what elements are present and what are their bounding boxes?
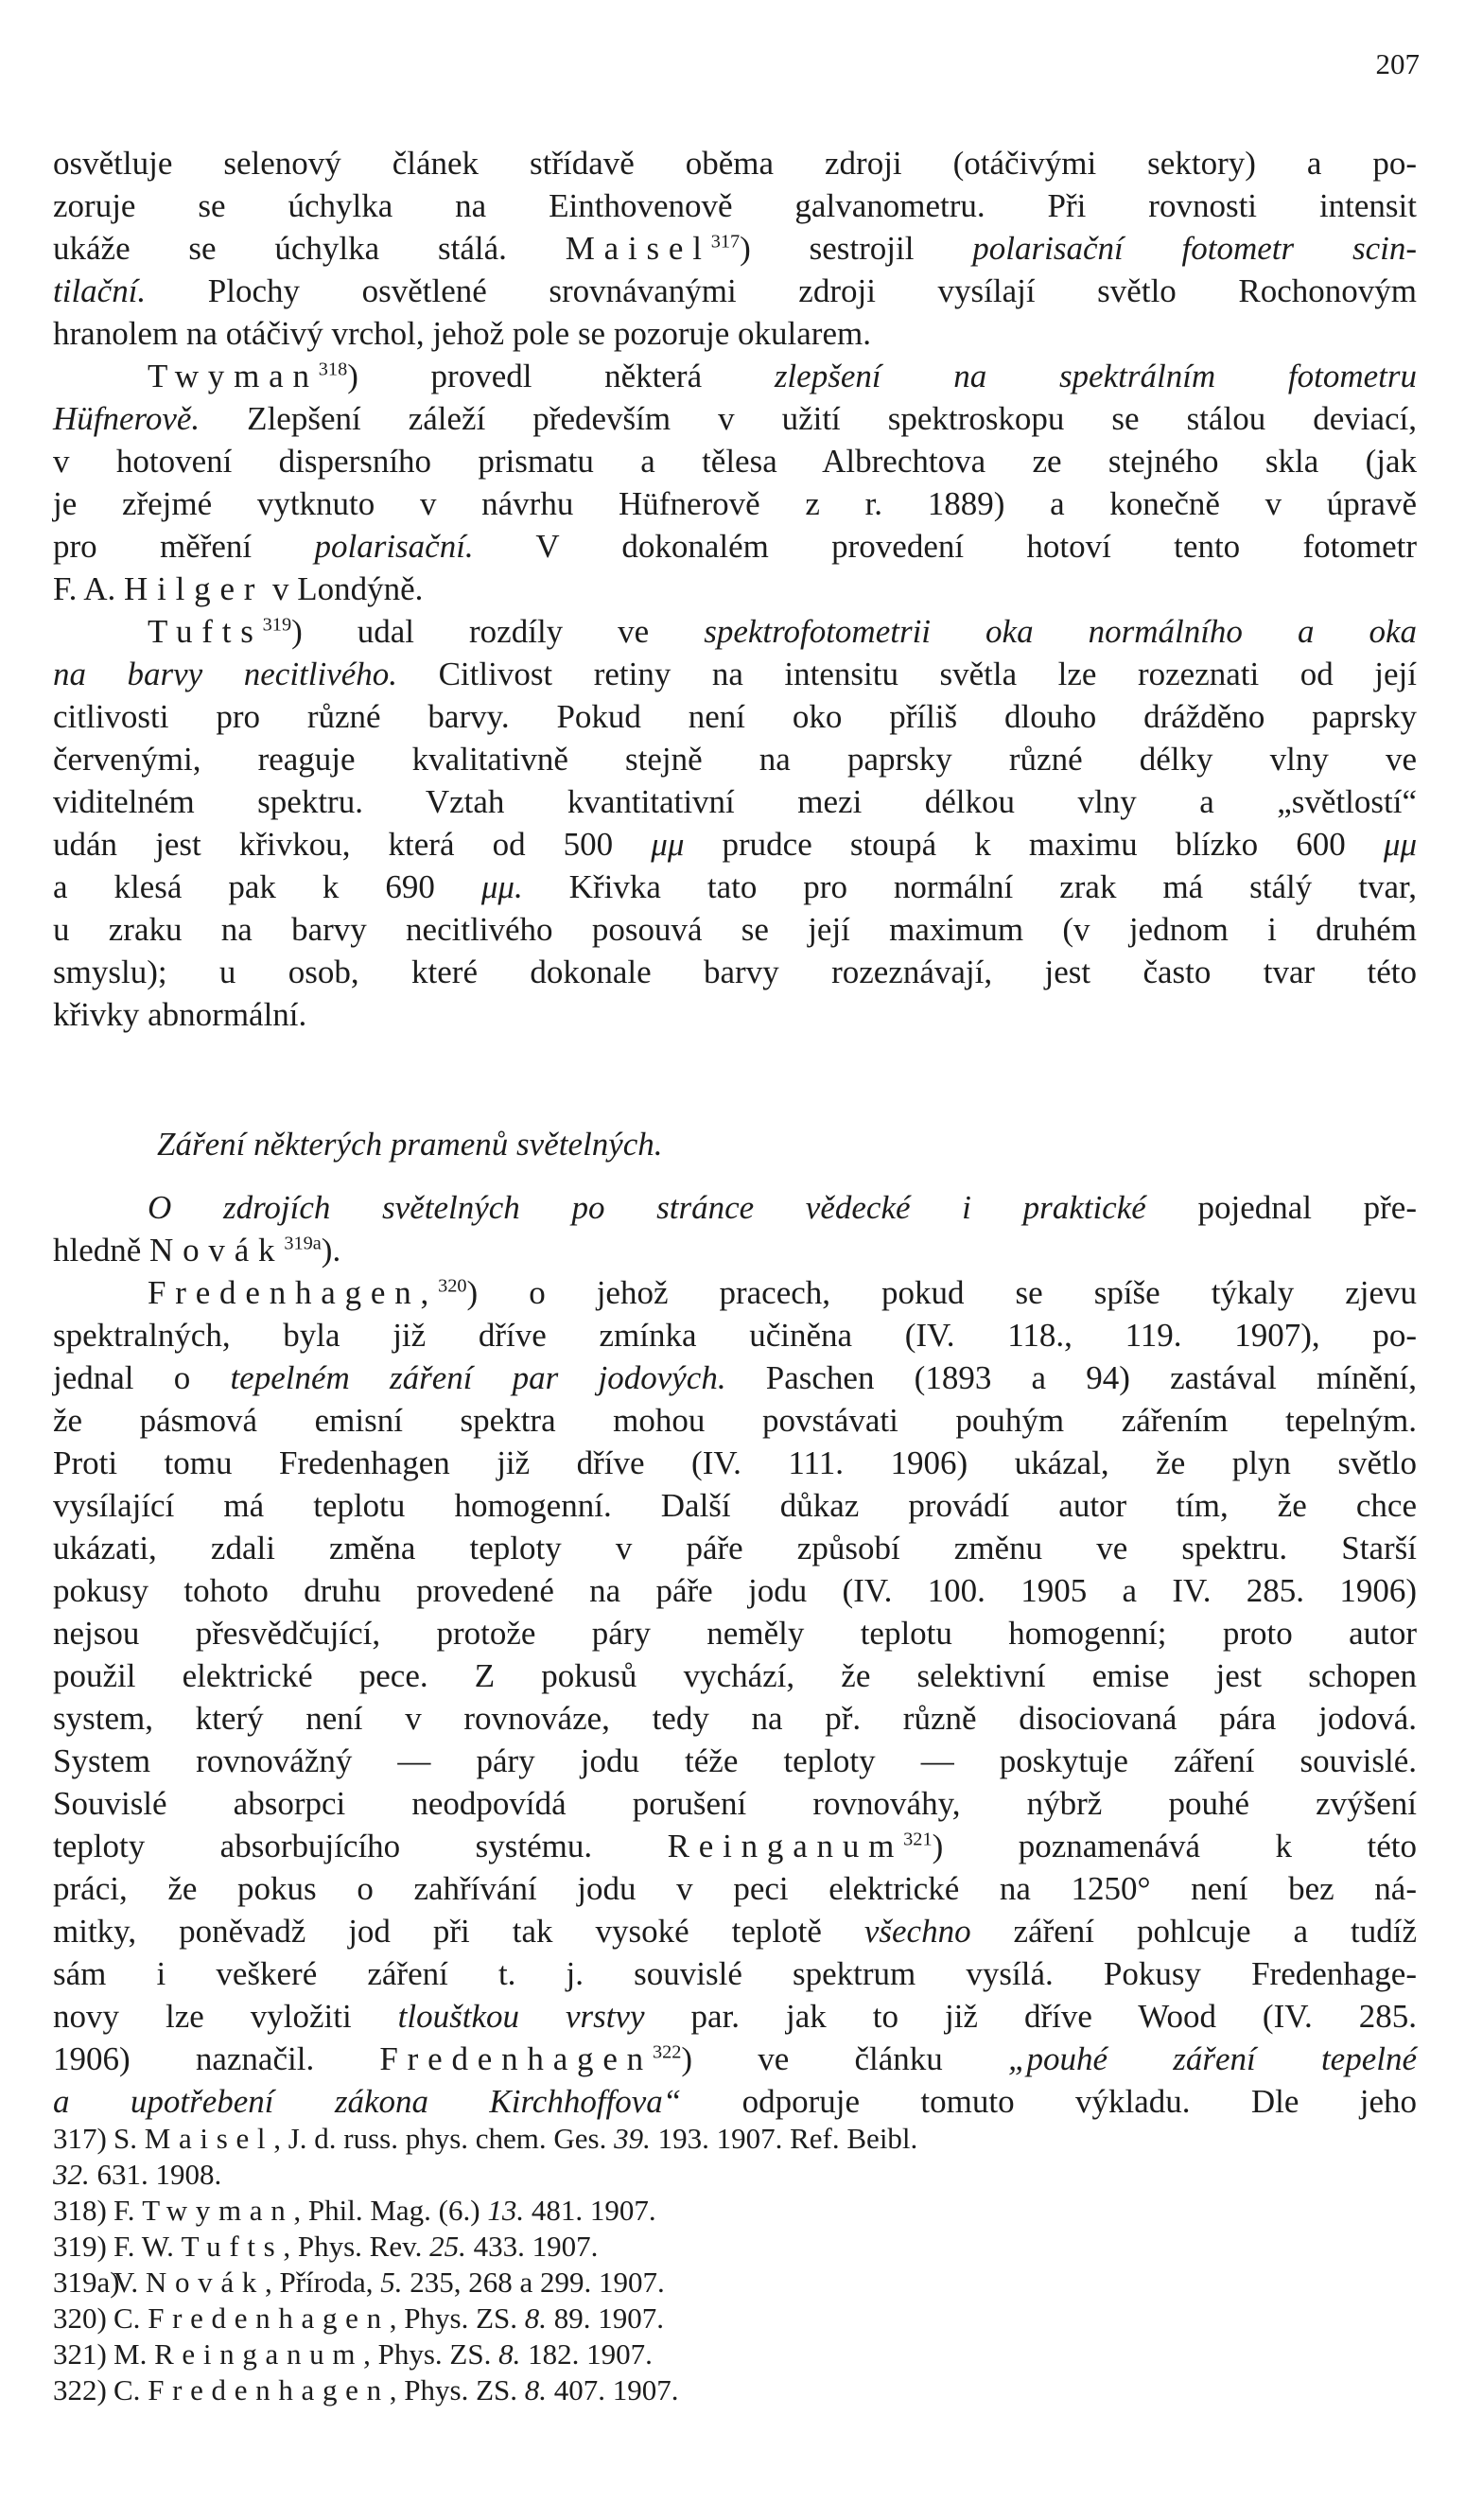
footnote-mark: 320) [53,2301,107,2335]
italic-text: tilační. [53,272,147,309]
text-line: tilační. Plochy osvětlené srovnávanými zdroji vysílají světlo Rochonovým [53,272,1417,309]
spaced-name: Reinganum [154,2337,364,2371]
footnote: 321) M. Reinganum, Phys. ZS. 8. 182. 1907. [53,2337,653,2371]
text-line: jednal o tepelném záření par jodových. Paschen (1893 a 94) zastával mínění, [53,1359,1417,1396]
italic-text: 32. [53,2158,90,2191]
italic-text: 25. [429,2230,466,2263]
footnotes [53,2121,1417,2408]
text-line: ukázati, zdali změna teploty v páře způsobí změnu ve spektru. Starší [53,1530,1417,1566]
spaced-name: Fredenhagen [379,2040,653,2077]
italic-text: Záření některých pramenů světelných. [157,1126,663,1163]
footnote-ref: 321 [903,1829,933,1850]
spaced-name: Twyman [148,358,319,394]
section-spacer [53,1036,1417,1123]
spaced-name: Fredenhagen [148,2301,390,2335]
italic-text: 13. [487,2194,525,2227]
text-line: že pásmová emisní spektra mohou povstávati pouhým zářením tepelným. [53,1402,1417,1439]
italic-text: 8. [498,2337,521,2371]
text-line: v hotovení dispersního prismatu a tělesa Albrechtova ze stejného skla (jak [53,443,1417,480]
footnote: 318) F. Twyman, Phil. Mag. (6.) 13. 481. 1907. [53,2194,656,2227]
spaced-name: Novák [149,1232,285,1269]
italic-text: polarisační fotometr scin- [972,230,1417,267]
text-line: F. A. Hilger v Londýně. [53,570,424,607]
footnote-mark: 319a) [53,2266,120,2299]
spaced-name: Fredenhagen, [148,1274,439,1311]
italic-text: spektrofotometrii oka normálního a oka [704,613,1417,650]
italic-text: O zdrojích světelných po stránce vědecké i praktické [148,1189,1146,1226]
text-line: Souvislé absorpci neodpovídá porušení rovnováhy, nýbrž pouhé zvýšení [53,1785,1417,1822]
text-line: hranolem na otáčivý vrchol, jehož pole se pozoruje okularem. [53,315,871,352]
text-line: sám i veškeré záření t. j. souvislé spektrum vysílá. Pokusy Fredenhage- [53,1955,1417,1992]
footnote: 319) F. W. Tufts, Phys. Rev. 25. 433. 1907. [53,2230,599,2263]
italic-text: 5. [380,2266,403,2299]
text-line: červenými, reaguje kvalitativně stejně na paprsky různé délky vlny ve [53,741,1417,778]
spaced-name: Maisel [144,2122,274,2155]
text-line: zoruje se úchylka na Einthovenově galvanometru. Při rovnosti intensit [53,187,1417,224]
spaced-name: Twyman [142,2194,294,2227]
footnote-mark: 317) [53,2122,107,2155]
footnote-mark: 319) [53,2230,107,2263]
italic-text: všechno [863,1913,971,1950]
spaced-name: Tufts [181,2230,284,2263]
italic-text: 8. [524,2373,548,2406]
italic-text: zlepšení na spektrálním fotometru [774,358,1417,394]
spaced-name: Maisel [565,230,711,267]
text-line: Hüfnerově. Zlepšení záleží především v užití spektroskopu se stálou deviací, [53,400,1417,437]
spaced-name: Novák [145,2266,265,2299]
text-line: mitky, poněvadž jod při tak vysoké teplotě všechno záření pohlcuje a tudíž [53,1913,1417,1950]
page-number: 207 [1375,47,1420,80]
footnote-ref: 320 [438,1275,467,1297]
italic-text: na barvy necitlivého. [53,656,398,692]
footnote: 320) C. Fredenhagen, Phys. ZS. 8. 89. 1907. [53,2301,665,2335]
italic-text: tepelném záření par jodových. [230,1359,726,1396]
text-line: práci, že pokus o zahřívání jodu v peci elektrické na 1250° není bez ná- [53,1870,1417,1907]
text-line: u zraku na barvy necitlivého posouvá se její maximum (v jednom i druhém [53,911,1417,948]
text-line: nejsou přesvědčující, protože páry neměly teplotu homogenní; proto autor [53,1615,1417,1652]
text-line: udán jest křivkou, která od 500 μμ prudce stoupá k maximu blízko 600 μμ [53,826,1418,863]
text-line: pro měření polarisační. V dokonalém provedení hotoví tento fotometr [53,528,1417,565]
section-spacer [53,1165,1417,1186]
italic-text: μμ. [480,868,523,905]
text-line: vysílající má teplotu homogenní. Další důkaz provádí autor tím, že chce [53,1487,1417,1524]
text-line: pokusy tohoto druhu provedené na páře jodu (IV. 100. 1905 a IV. 285. 1906) [53,1572,1417,1609]
text-line: system, který není v rovnováze, tedy na př. různě disociovaná pára jodová. [53,1700,1417,1737]
italic-text: polarisační. [314,528,474,565]
text-line: smyslu); u osob, které dokonale barvy rozeznávají, jest často tvar této [53,954,1417,990]
text-line: System rovnovážný — páry jodu téže teploty — poskytuje záření souvislé. [53,1742,1417,1779]
footnote-ref: 319 [262,614,292,636]
italic-text: 8. [524,2301,548,2335]
text-line: je zřejmé vytknuto v návrhu Hüfnerově z r. 1889) a konečně v úpravě [53,485,1417,522]
text-line: ukáže se úchylka stálá. Maisel$^{317}$) sestrojil polarisační fotometr scin- [53,230,1417,267]
footnote: 322) C. Fredenhagen, Phys. ZS. 8. 407. 1907. [53,2373,679,2406]
text-line: teploty absorbujícího systému. Reinganum$^{321}$) poznamenává k této [53,1828,1417,1864]
body-text [53,142,1417,2123]
italic-text: μμ [651,826,685,863]
text-line: spektralných, byla již dříve zmínka učiněna (IV. 118., 119. 1907), po- [53,1317,1417,1354]
italic-text: 39. [614,2122,651,2155]
spaced-name: Reinganum [667,1828,904,1864]
text-line: Proti tomu Fredenhagen již dříve (IV. 111. 1906) ukázal, že plyn světlo [53,1444,1417,1481]
footnote: 319a)V. Novák, Příroda, 5. 235, 268 a 299. 1907. [53,2266,665,2299]
text-line: novy lze vyložiti tlouštkou vrstvy par. jak to již dříve Wood (IV. 285. [53,1998,1417,2035]
section-heading [53,1123,1417,1165]
italic-text: „pouhé záření tepelné [1008,2040,1418,2077]
text-line: na barvy necitlivého. Citlivost retiny na intensitu světla lze rozeznati od její [53,656,1417,692]
text-line: křivky abnormální. [53,996,307,1033]
footnote-ref: 322 [652,2041,682,2063]
spaced-name: Tufts [148,613,263,650]
footnote-ref: 317 [710,231,741,253]
text-line: a upotřebení zákona Kirchhoffova“ odporuje tomuto výkladu. Dle jeho [53,2083,1418,2120]
text-line: 1906) naznačil. Fredenhagen$^{322}$) ve článku „pouhé záření tepelné [53,2040,1418,2077]
text-line: Tufts$^{319}$) udal rozdíly ve spektrofotometrii oka normálního a oka [148,613,1417,650]
italic-text: a upotřebení zákona Kirchhoffova“ [53,2083,682,2120]
italic-text: μμ [1383,826,1418,863]
text-line: citlivosti pro různé barvy. Pokud není oko příliš dlouho drážděno paprsky [53,698,1417,735]
text-line: O zdrojích světelných po stránce vědecké i praktické pojednal pře- [148,1189,1417,1226]
italic-text: tlouštkou vrstvy [397,1998,645,2035]
text-line: Fredenhagen,$^{320}$) o jehož pracech, pokud se spíše týkaly zjevu [148,1274,1417,1311]
spaced-name: Hilger [124,570,265,607]
footnote-mark: 318) [53,2194,107,2227]
footnote: 317) S. Maisel, J. d. russ. phys. chem. Ges. 39. 193. 1907. Ref. Beibl. [53,2122,918,2155]
footnote-mark: 322) [53,2373,107,2406]
text-line: hledně Novák$^{319a}$). [53,1232,341,1269]
italic-text: Hüfnerově. [53,400,201,437]
footnote-mark: 321) [53,2337,107,2371]
footnote-ref: 319a [284,1233,322,1254]
spaced-name: Fredenhagen [148,2373,390,2406]
text-line: použil elektrické pece. Z pokusů vychází, že selektivní emise jest schopen [53,1657,1417,1694]
footnote-continuation: 32. 631. 1908. [53,2158,222,2191]
footnote-ref: 318 [318,359,348,380]
text-line: viditelném spektru. Vztah kvantitativní mezi délkou vlny a „světlostí“ [53,783,1417,820]
text-line: a klesá pak k 690 μμ. Křivka tato pro normální zrak má stálý tvar, [53,868,1417,905]
text-line: Twyman$^{318}$) provedl některá zlepšení na spektrálním fotometru [148,358,1417,394]
text-line: osvětluje selenový článek střídavě oběma zdroji (otáčivými sektory) a po- [53,145,1417,182]
